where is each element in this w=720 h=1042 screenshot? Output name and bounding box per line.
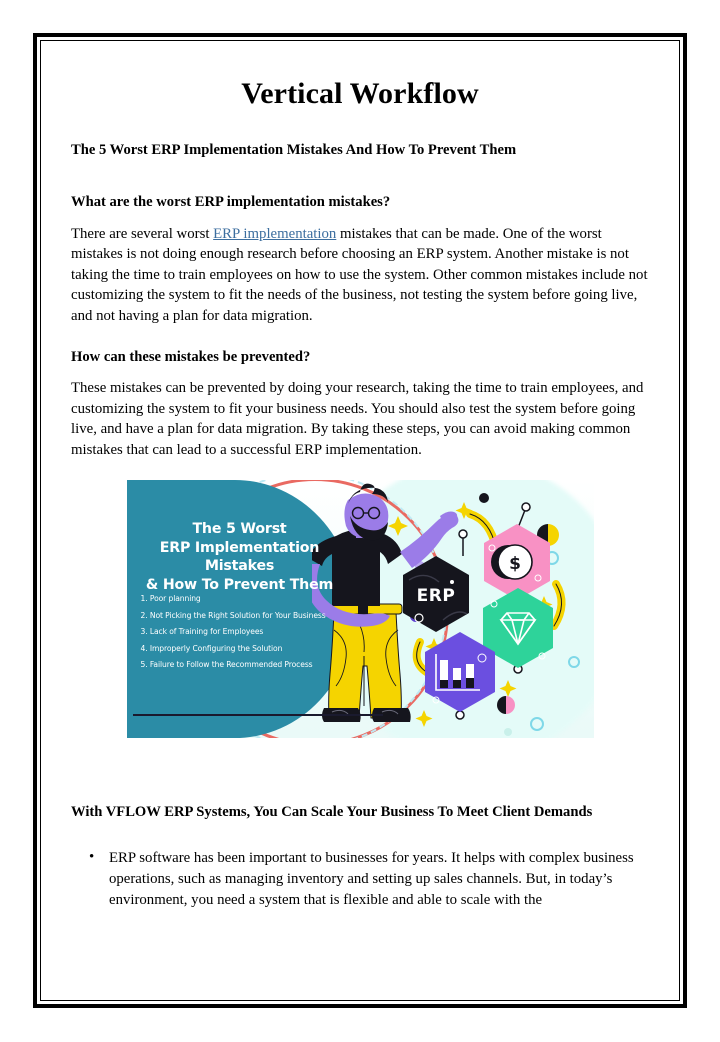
paragraph-text-before-link: There are several worst (71, 225, 214, 242)
infographic-heading-line-3: & How To Prevent Them (145, 576, 334, 593)
list-item: 1. Poor planning (140, 594, 201, 604)
paragraph-prevention: These mistakes can be prevented by doing your research, taking the time to train employees, and customizing the system to fit your business needs. You should also test the system before going live, and have a plan for data migration. By taking these steps, you can avoid making common mistakes that can lead to a successful ERP implementation. (71, 380, 644, 458)
erp-implementation-link[interactable]: ERP implementation (213, 225, 337, 242)
infographic-heading-line-2: ERP Implementation Mistakes (159, 539, 320, 575)
benefits-list (71, 848, 649, 911)
page-content (41, 41, 679, 1000)
svg-text:$: $ (508, 554, 521, 575)
list-item: 5. Failure to Follow the Recommended Process (140, 660, 313, 670)
illustration-floor-line (133, 714, 383, 716)
page-border-inner (40, 40, 680, 1001)
page-title: Vertical Workflow (241, 77, 479, 110)
document-subtitle: The 5 Worst ERP Implementation Mistakes And How To Prevent Them (71, 141, 517, 158)
svg-text:ERP: ERP (416, 586, 455, 607)
paragraph-text-after-link: mistakes that can be made. One of the worst mistakes is not doing enough research before choosing an ERP system. Another mistake is not taking the time to train employees on how to use the system. Other common mistakes include not customizing the system to fit the needs of the business, not testing the system before going live, and not having a plan for data migration. (71, 225, 648, 324)
erp-illustration (312, 480, 594, 738)
infographic-heading-line-1: The 5 Worst (192, 521, 287, 538)
infographic-heading (135, 520, 345, 594)
list-item: 2. Not Picking the Right Solution for Your Business (140, 610, 326, 620)
infographic-mistakes-list (141, 591, 353, 673)
list-item: • ERP software has been important to businesses for years. It helps with complex business operations, such as managing inventory and setting up sales channels. But, in today’s environment, you need a system that is flexible and able to scale with the (109, 848, 649, 911)
list-item: 4. Improperly Configuring the Solution (140, 643, 283, 653)
erp-infographic-image (127, 480, 594, 738)
page-border-frame (33, 33, 687, 1008)
figure-wrapper (71, 480, 649, 738)
section-heading-mistakes: What are the worst ERP implementation mistakes? (71, 194, 391, 211)
cta-heading: With VFLOW ERP Systems, You Can Scale Your Business To Meet Client Demands (71, 804, 593, 821)
list-item: 3. Lack of Training for Employees (140, 627, 264, 637)
section-heading-prevention: How can these mistakes be prevented? (71, 348, 311, 365)
paragraph-mistakes (71, 224, 649, 327)
